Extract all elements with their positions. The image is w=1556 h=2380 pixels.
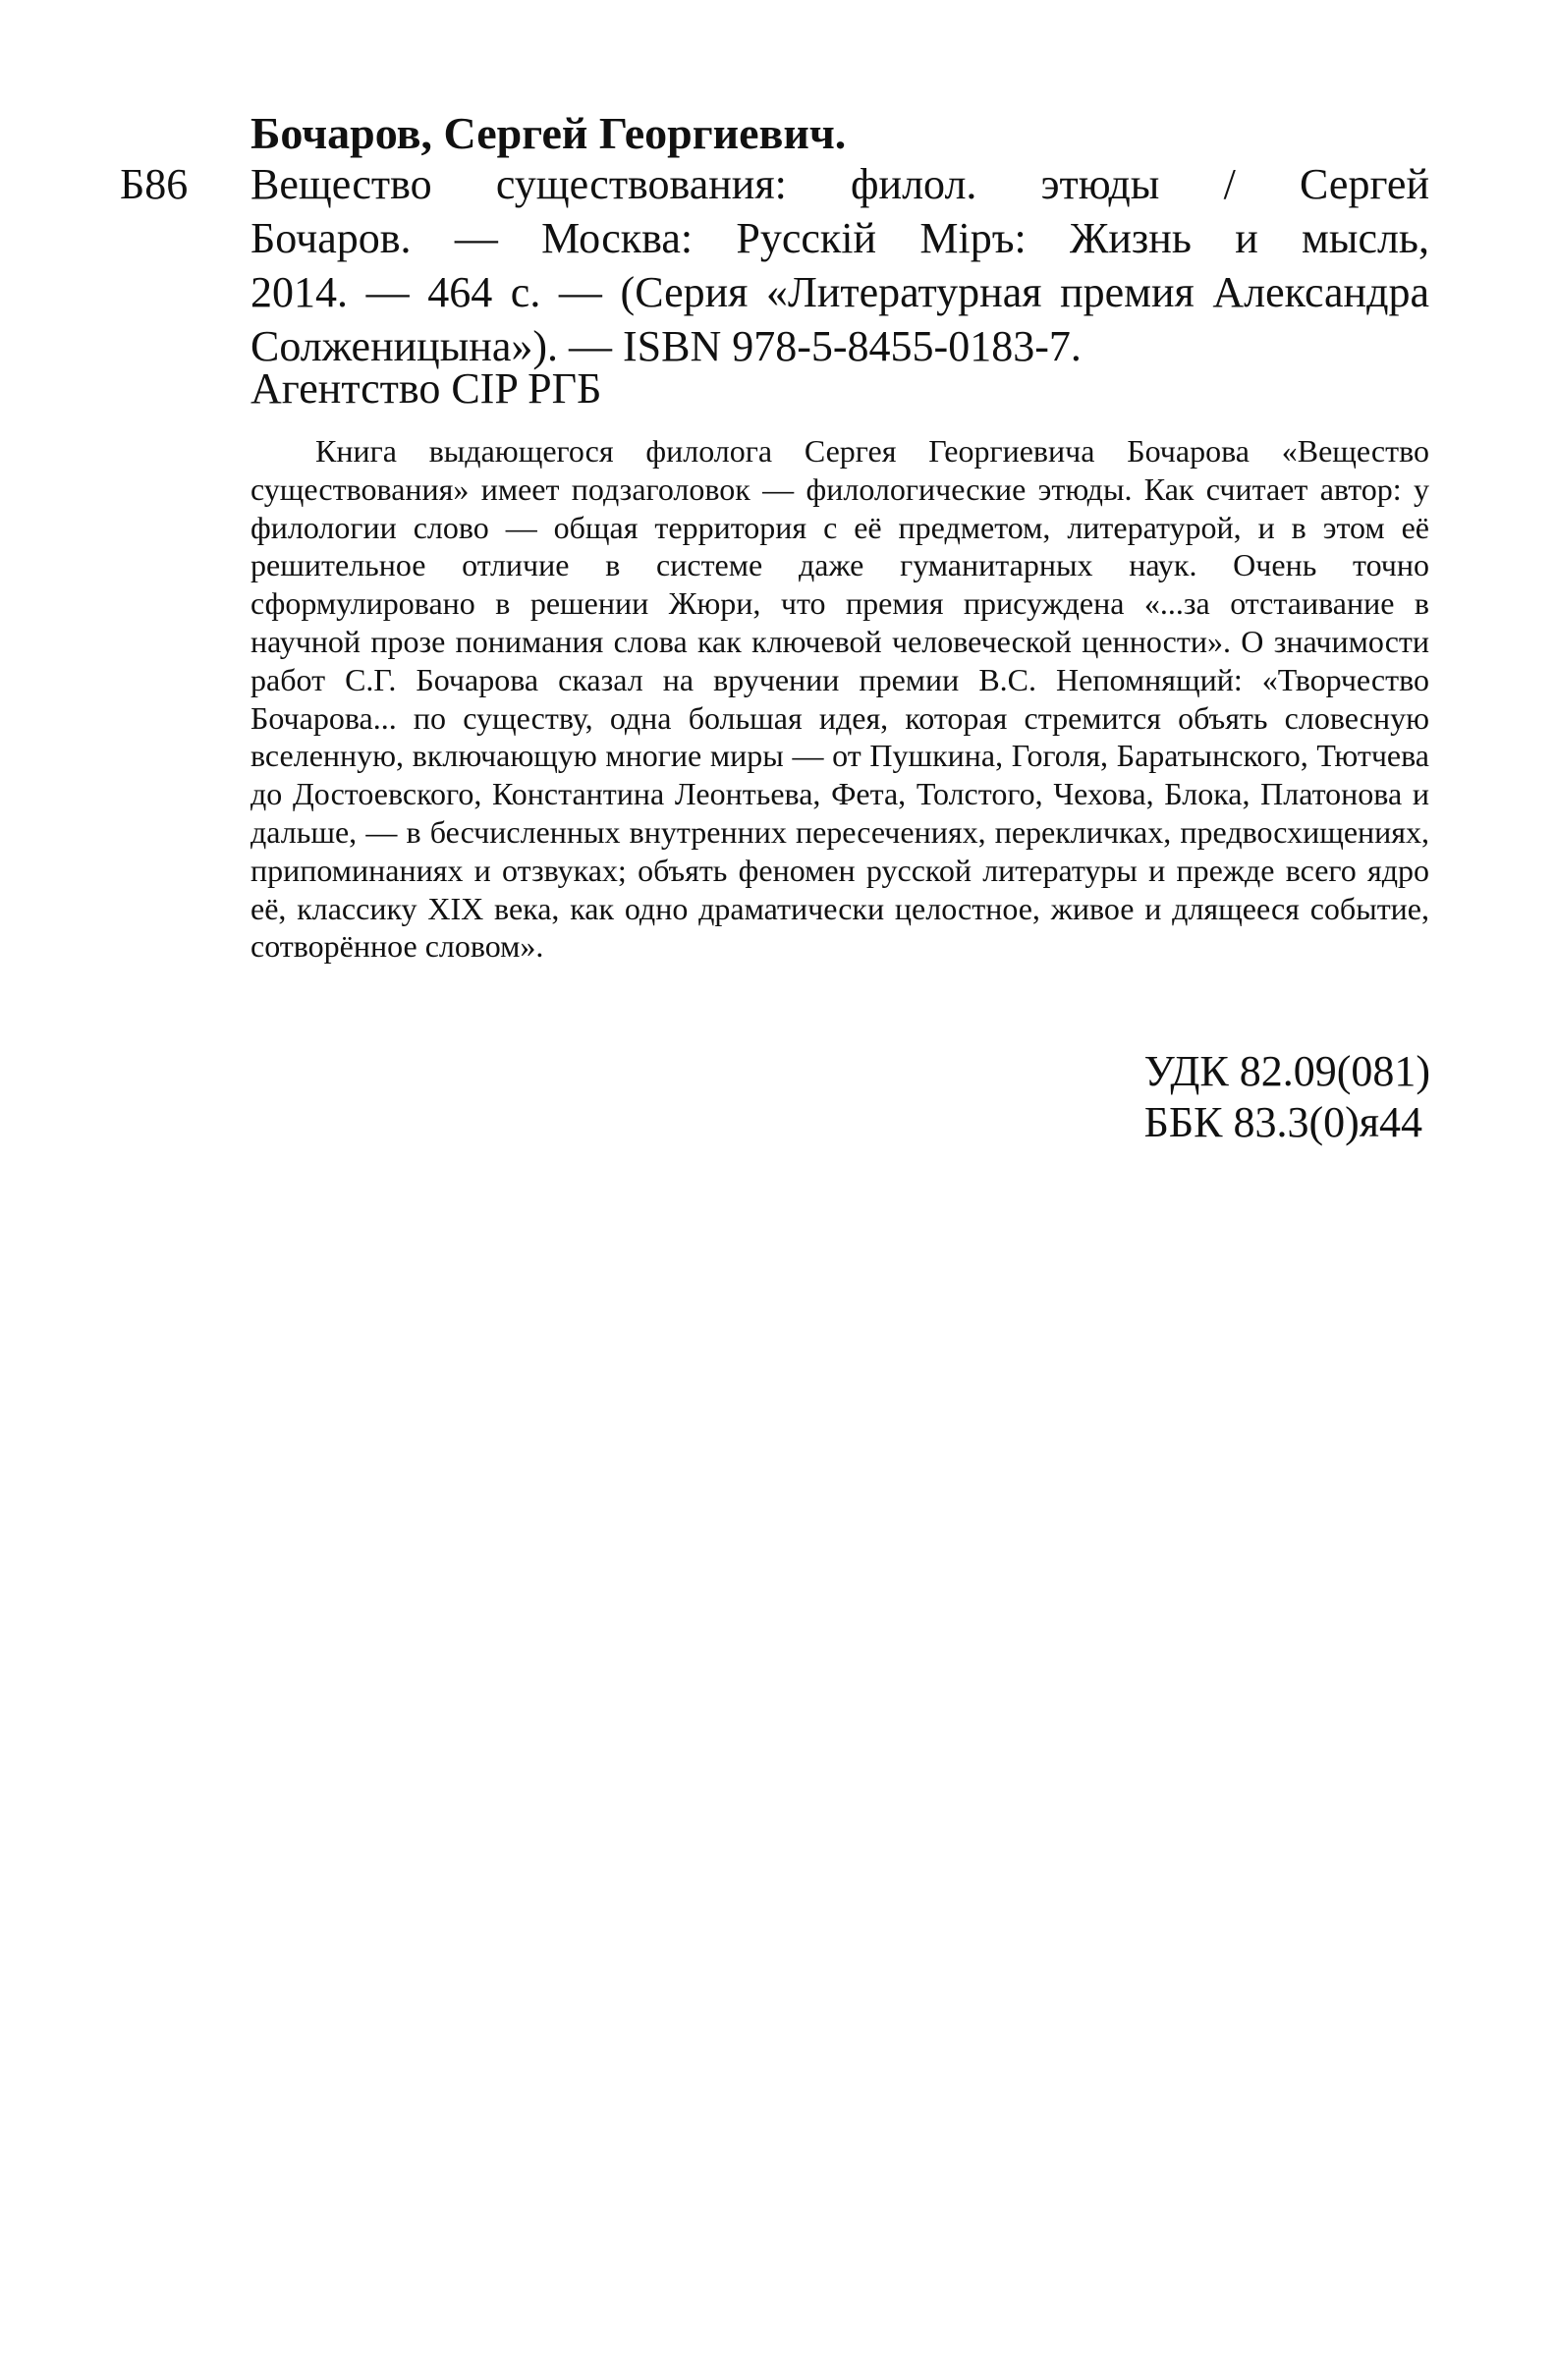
agency-label: Агентство CIP РГБ	[250, 364, 602, 413]
bib-line: Солженицына»). — ISBN 978-5-8455-0183-7.	[250, 322, 1082, 370]
classification-block	[1144, 1046, 1430, 1148]
udc-code: УДК 82.09(081)	[1143, 1047, 1430, 1095]
bib-line: Вещество существования: филол. этюды / Сергей	[250, 160, 1429, 208]
bbk-code: ББК 83.3(0)я44	[1143, 1098, 1423, 1146]
annotation-text: Книга выдающегося филолога Сергея Георгиевича Бочарова «Вещество существования» имеет подзаголовок — филологические этюды. Как считает автор: у филологии слово — общая территория с её предметом, литературой, и в этом её решительное отличие в системе даже гуманитарных наук. Очень точно сформулировано в решении Жюри, что премия присуждена «...за отстаивание в научной прозе понимания слова как ключевой человеческой ценности». О значимости работ С.Г. Бочарова сказал на вручении премии В.С. Непомнящий: «Творчество Бочарова... по существу, одна большая идея, которая стремится объять словесную вселенную, включающую многие миры — от Пушкина, Гоголя, Баратынского, Тютчева до Достоевского, Константина Леонтьева, Фета, Толстого, Чехова, Блока, Платонова и дальше, — в бесчисленных внутренних пересечениях, перекличках, предвосхищениях, припоминаниях и отзвуках; объять феномен русской литературы и прежде всего ядро её, классику XIX века, как одно драматически целостное, живое и длящееся событие, сотворённое словом».	[250, 433, 1429, 965]
call-code: Б86	[120, 160, 189, 208]
bibliographic-description	[250, 157, 1429, 373]
bib-line: Бочаров. — Москва: Русскiй Мiръ: Жизнь и мысль,	[250, 214, 1429, 262]
bib-line: 2014. — 464 с. — (Серия «Литературная премия Александра	[250, 268, 1429, 316]
author-heading: Бочаров, Сергей Георгиевич.	[250, 108, 847, 158]
